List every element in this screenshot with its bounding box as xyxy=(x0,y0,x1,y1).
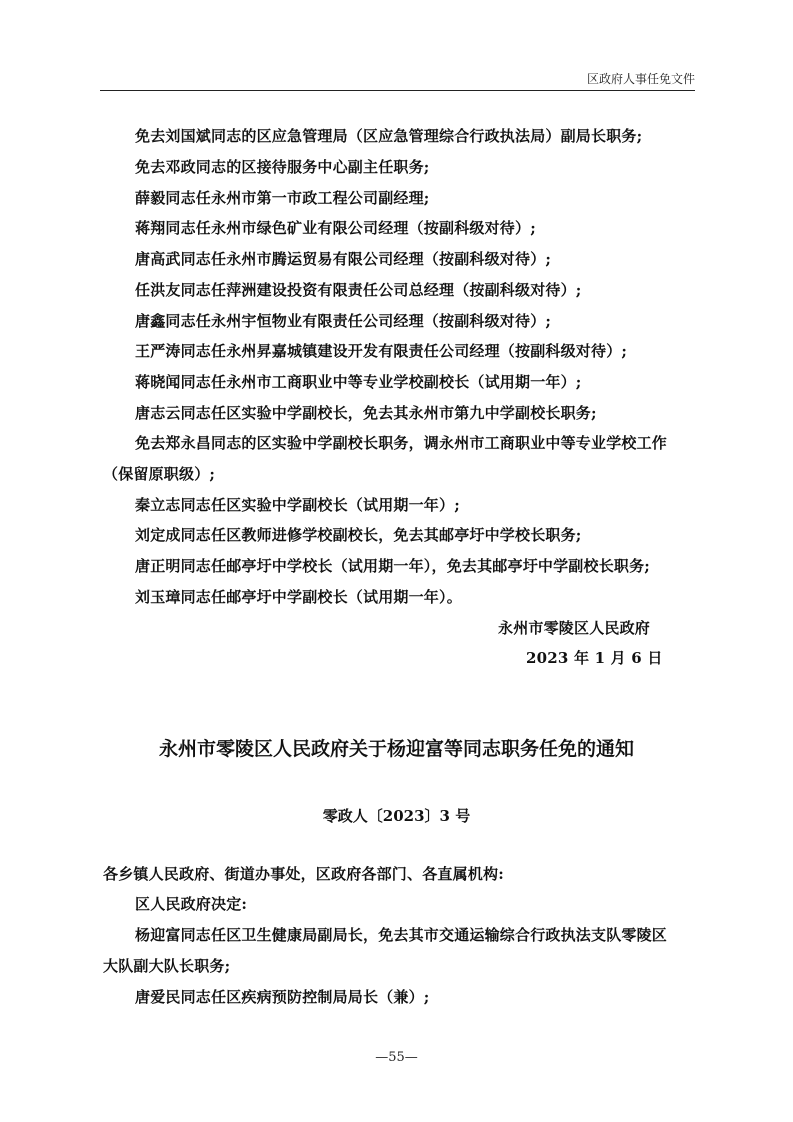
running-header xyxy=(100,70,695,91)
text-line: 任洪友同志任萍洲建设投资有限责任公司总经理（按副科级对待）; xyxy=(135,281,582,299)
signature-org: 永州市零陵区人民政府 xyxy=(498,619,651,637)
text-line: 免去邓政同志的区接待服务中心副主任职务; xyxy=(135,158,430,176)
text-line: 区人民政府决定: xyxy=(135,895,248,913)
text-line: 刘玉璋同志任邮亭圩中学副校长（试用期一年）。 xyxy=(135,588,462,606)
header-doc-label: 区政府人事任免文件 xyxy=(586,72,695,86)
text-line: 唐正明同志任邮亭圩中学校长（试用期一年），免去其邮亭圩中学副校长职务; xyxy=(135,557,651,575)
text-line: 薛毅同志任永州市第一市政工程公司副经理; xyxy=(135,189,430,207)
text-line: （保留原职级）; xyxy=(103,465,216,483)
notice-title: 永州市零陵区人民政府关于杨迎富等同志职务任免的通知 xyxy=(158,738,634,760)
text-line: 免去郑永昌同志的区实验中学副校长职务，调永州市工商职业中等专业学校工作 xyxy=(135,434,668,452)
text-line: 刘定成同志任区教师进修学校副校长，免去其邮亭圩中学校长职务; xyxy=(135,526,582,544)
text-line: 唐志云同志任区实验中学副校长，免去其永州市第九中学副校长职务; xyxy=(135,404,597,422)
text-line: 唐鑫同志任永州宇恒物业有限责任公司经理（按副科级对待）; xyxy=(135,312,552,330)
text-line: 大队副大队长职务; xyxy=(103,957,231,975)
signature-date: 2023 年 1 月 6 日 xyxy=(526,649,663,667)
text-line: 蒋翔同志任永州市绿色矿业有限公司经理（按副科级对待）; xyxy=(135,219,536,237)
text-line: 免去刘国斌同志的区应急管理局（区应急管理综合行政执法局）副局长职务; xyxy=(135,127,643,145)
text-line: 唐爱民同志任区疾病预防控制局局长（兼）; xyxy=(135,988,430,1006)
page-number: —55— xyxy=(375,1050,418,1065)
text-line: 杨迎富同志任区卫生健康局副局长，免去其市交通运输综合行政执法支队零陵区 xyxy=(135,926,668,944)
text-line: 唐高武同志任永州市腾运贸易有限公司经理（按副科级对待）; xyxy=(135,250,552,268)
text-line: 王严涛同志任永州昇嘉城镇建设开发有限责任公司经理（按副科级对待）; xyxy=(135,342,628,360)
text-line: 各乡镇人民政府、街道办事处，区政府各部门、各直属机构: xyxy=(103,865,504,883)
notice-doc-number: 零政人〔2023〕3 号 xyxy=(322,807,471,825)
text-line: 秦立志同志任区实验中学副校长（试用期一年）; xyxy=(135,496,460,514)
text-line: 蒋晓闻同志任永州市工商职业中等专业学校副校长（试用期一年）; xyxy=(135,373,582,391)
